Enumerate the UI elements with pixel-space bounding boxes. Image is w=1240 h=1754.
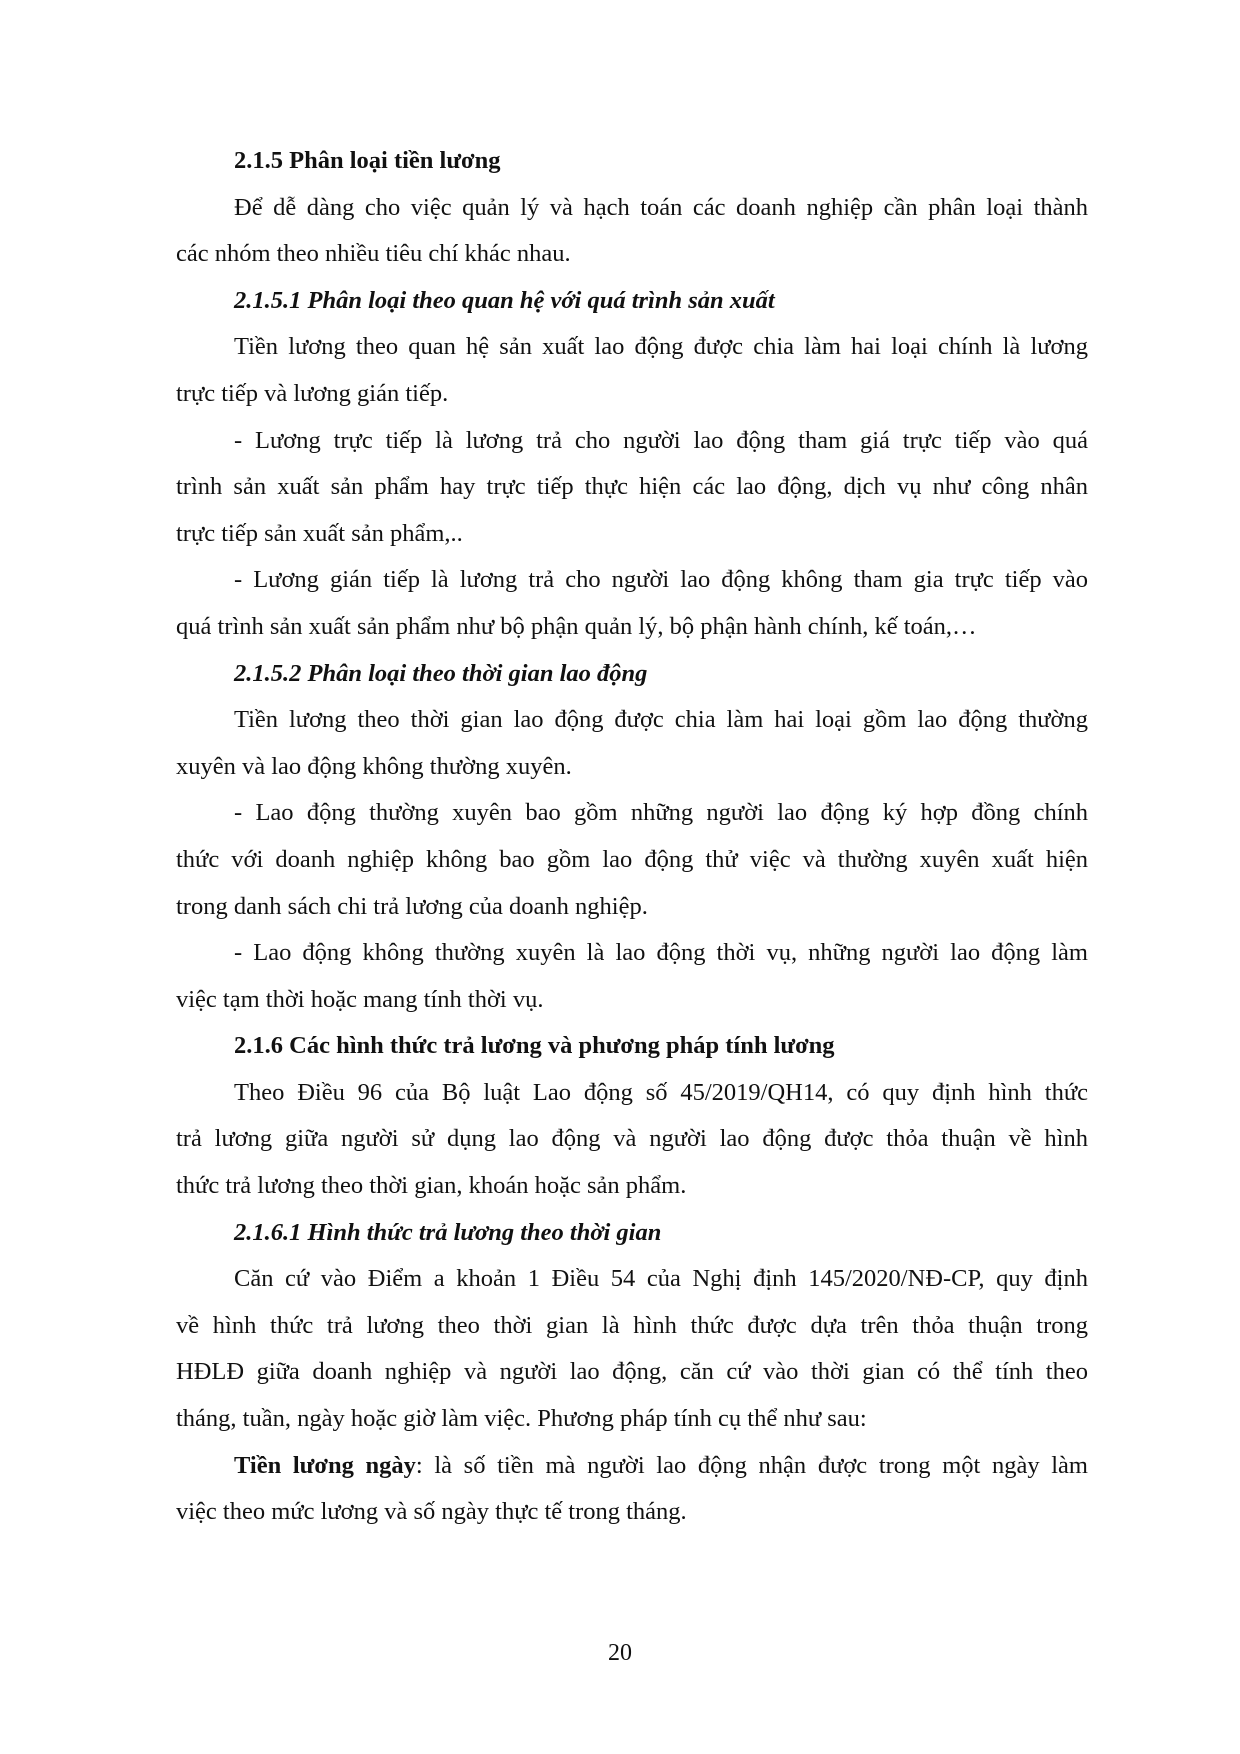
paragraph-line: trình sản xuất sản phẩm hay trực tiếp thực hiện các lao động, dịch vụ như công nhân (176, 473, 1088, 501)
heading-2-1-5: 2.1.5 Phân loại tiền lương (234, 147, 501, 174)
paragraph-line: các nhóm theo nhiều tiêu chí khác nhau. (176, 240, 571, 268)
paragraph-line: trong danh sách chi trả lương của doanh nghiệp. (176, 892, 648, 920)
heading-2-1-6: 2.1.6 Các hình thức trả lương và phương pháp tính lương (234, 1032, 835, 1060)
paragraph-line: Để dễ dàng cho việc quản lý và hạch toán các doanh nghiệp cần phân loại thành (234, 193, 1088, 221)
paragraph-line: về hình thức trả lương theo thời gian là hình thức được dựa trên thỏa thuận trong (176, 1311, 1088, 1339)
daily-wage-term: Tiền lương ngày (234, 1451, 416, 1479)
paragraph-line: trực tiếp sản xuất sản phẩm,.. (176, 519, 463, 547)
paragraph-line: thức trả lương theo thời gian, khoán hoặc sản phẩm. (176, 1172, 687, 1200)
paragraph-line: Căn cứ vào Điểm a khoản 1 Điều 54 của Nghị định 145/2020/NĐ-CP, quy định (234, 1265, 1088, 1293)
paragraph-line: việc tạm thời hoặc mang tính thời vụ. (176, 985, 544, 1013)
heading-2-1-5-2: 2.1.5.2 Phân loại theo thời gian lao động (234, 659, 648, 687)
paragraph-line: HĐLĐ giữa doanh nghiệp và người lao động, căn cứ vào thời gian có thể tính theo (176, 1358, 1088, 1386)
paragraph-line: - Lương gián tiếp là lương trả cho người lao động không tham gia trực tiếp vào (234, 566, 1088, 594)
paragraph-line: xuyên và lao động không thường xuyên. (176, 752, 572, 780)
paragraph-line: Tiền lương theo quan hệ sản xuất lao động được chia làm hai loại chính là lương (234, 333, 1088, 361)
daily-wage-definition-text: : là số tiền mà người lao động nhận được trong một ngày làm (415, 1451, 1088, 1479)
paragraph-line: thức với doanh nghiệp không bao gồm lao động thử việc và thường xuyên xuất hiện (176, 845, 1088, 873)
document-page (176, 138, 1088, 1536)
paragraph-line: Tiền lương theo thời gian lao động được chia làm hai loại gồm lao động thường (234, 706, 1088, 734)
paragraph-line: - Lao động không thường xuyên là lao động thời vụ, những người lao động làm (234, 939, 1088, 967)
heading-2-1-6-1: 2.1.6.1 Hình thức trả lương theo thời gian (234, 1218, 662, 1246)
paragraph-line: việc theo mức lương và số ngày thực tế trong tháng. (176, 1498, 687, 1526)
paragraph-line: - Lương trực tiếp là lương trả cho người lao động tham giá trực tiếp vào quá (234, 426, 1088, 454)
heading-2-1-5-1: 2.1.5.1 Phân loại theo quan hệ với quá trình sản xuất (234, 286, 775, 314)
daily-wage-definition (176, 1443, 1088, 1490)
paragraph-line: tháng, tuần, ngày hoặc giờ làm việc. Phương pháp tính cụ thể như sau: (176, 1405, 867, 1433)
paragraph-line: trực tiếp và lương gián tiếp. (176, 379, 449, 407)
paragraph-line: quá trình sản xuất sản phẩm như bộ phận quản lý, bộ phận hành chính, kế toán,… (176, 612, 977, 640)
page-number: 20 (608, 1640, 632, 1666)
paragraph-line: - Lao động thường xuyên bao gồm những người lao động ký hợp đồng chính (234, 799, 1088, 827)
paragraph-line: Theo Điều 96 của Bộ luật Lao động số 45/2019/QH14, có quy định hình thức (234, 1078, 1088, 1106)
paragraph-line: trả lương giữa người sử dụng lao động và người lao động được thỏa thuận về hình (176, 1125, 1088, 1153)
